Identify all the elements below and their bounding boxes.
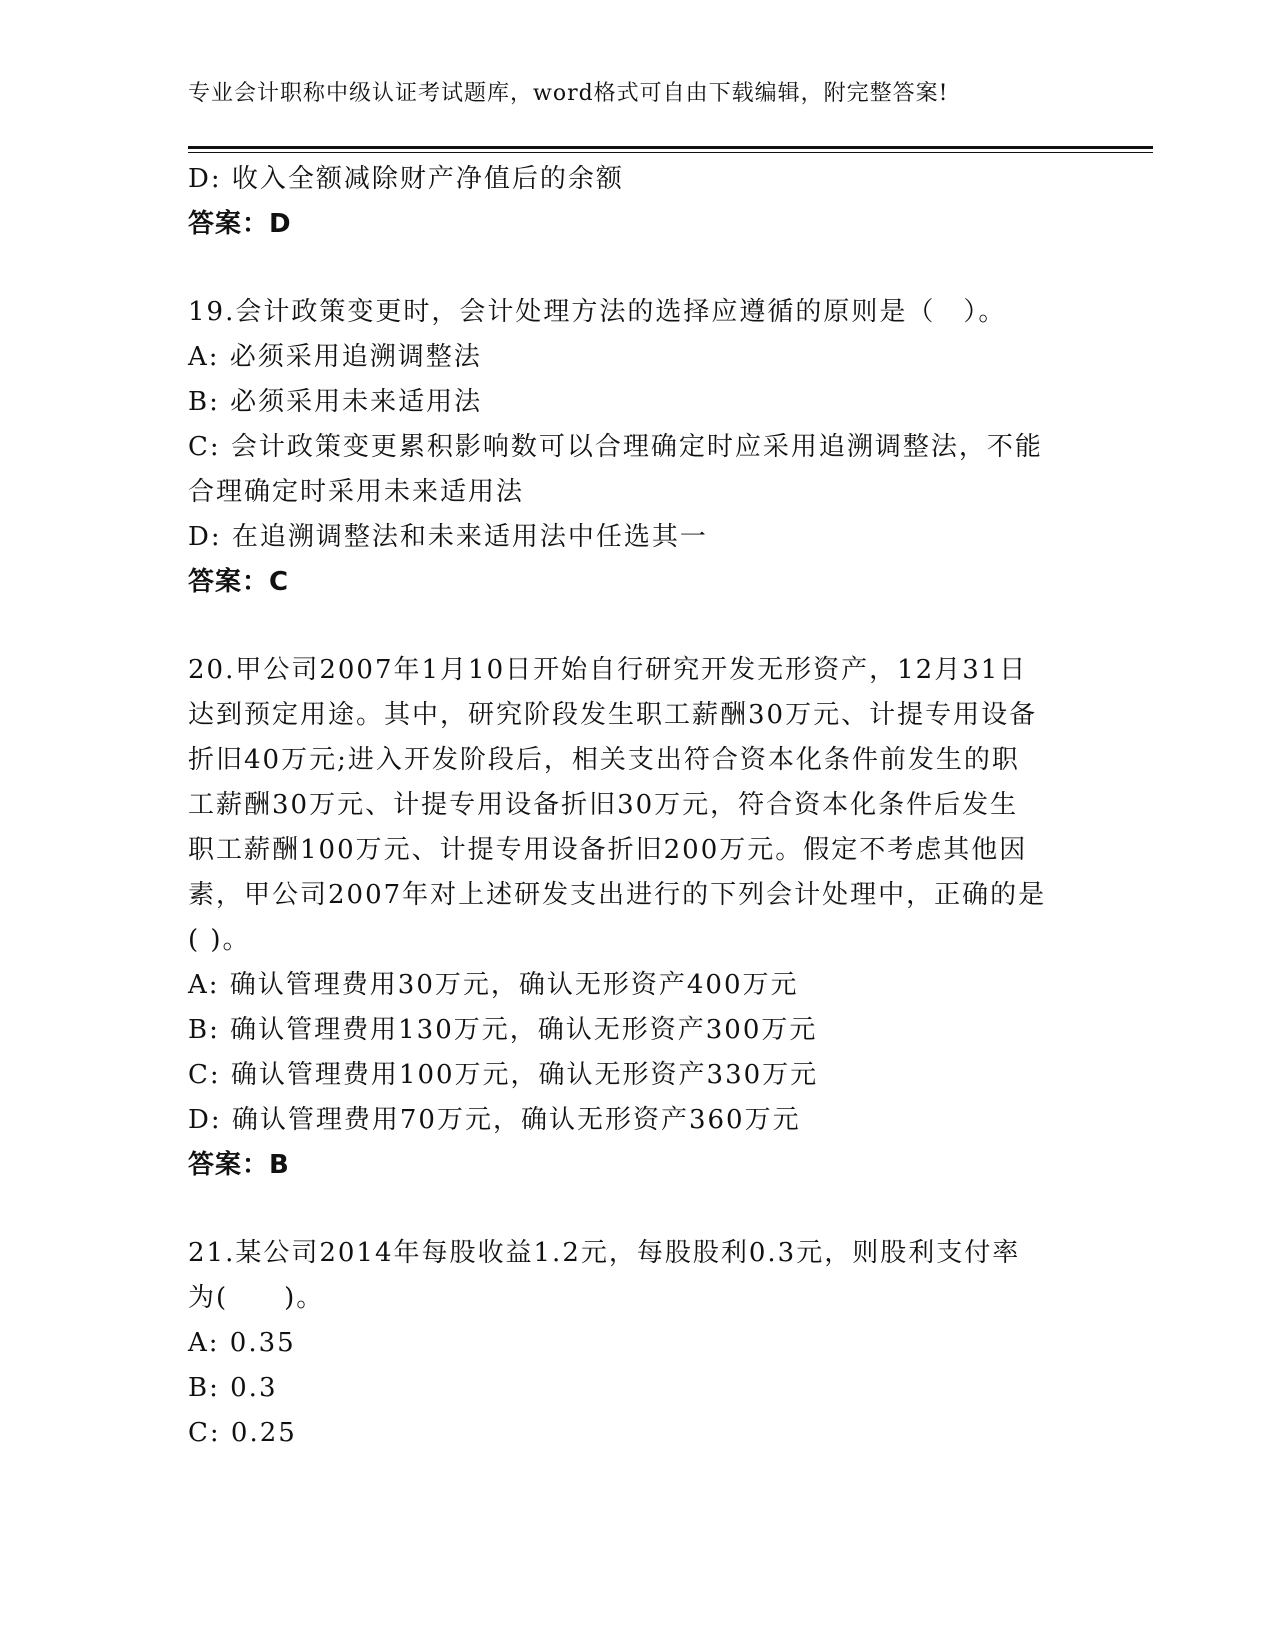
question-stem-line: 折旧40万元;进入开发阶段后，相关支出符合资本化条件前发生的职 [188, 745, 1020, 775]
option-line: C: 确认管理费用100万元，确认无形资产330万元 [188, 1060, 819, 1090]
answer-line: 答案：D [188, 209, 292, 239]
option-line: D: 在追溯调整法和未来适用法中任选其一 [188, 522, 708, 552]
header-rule-thin [188, 152, 1153, 153]
question-stem-line: 达到预定用途。其中，研究阶段发生职工薪酬30万元、计提专用设备 [188, 700, 1038, 730]
answer-line: 答案：B [188, 1150, 290, 1180]
question-stem-line: 20.甲公司2007年1月10日开始自行研究开发无形资产，12月31日 [188, 655, 1028, 685]
option-line: B: 0.3 [188, 1373, 278, 1403]
option-line: D: 确认管理费用70万元，确认无形资产360万元 [188, 1105, 801, 1135]
question-stem-line: 为( )。 [188, 1283, 325, 1313]
option-line: D: 收入全额减除财产净值后的余额 [188, 164, 624, 194]
question-gap [188, 247, 1088, 290]
question-stem-line: 19.会计政策变更时，会计处理方法的选择应遵循的原则是（ ）。 [188, 297, 1007, 327]
question-block-21 [188, 1231, 1088, 1456]
question-stem-line: ( )。 [188, 925, 251, 955]
option-line: A: 必须采用追溯调整法 [188, 342, 482, 372]
question-stem-line: 工薪酬30万元、计提专用设备折旧30万元，符合资本化条件后发生 [188, 790, 1019, 820]
question-gap [188, 605, 1088, 648]
header-rule-thick [188, 146, 1153, 149]
question-stem-line: 职工薪酬100万元、计提专用设备折旧200万元。假定不考虑其他因 [188, 835, 1028, 865]
question-stem-line: 素，甲公司2007年对上述研发支出进行的下列会计处理中，正确的是 [188, 880, 1047, 910]
question-block-19 [188, 290, 1088, 605]
option-line: A: 0.35 [188, 1328, 296, 1358]
question-stem-line: 21.某公司2014年每股收益1.2元，每股股利0.3元，则股利支付率 [188, 1238, 1021, 1268]
option-line: C: 会计政策变更累积影响数可以合理确定时应采用追溯调整法，不能 [188, 432, 1043, 462]
option-line-continued: 合理确定时采用未来适用法 [188, 477, 525, 507]
answer-line: 答案：C [188, 567, 290, 597]
option-line: B: 必须采用未来适用法 [188, 387, 483, 417]
page-header: 专业会计职称中级认证考试题库，word格式可自由下载编辑，附完整答案! [188, 81, 949, 106]
option-line: C: 0.25 [188, 1418, 297, 1448]
option-line: A: 确认管理费用30万元，确认无形资产400万元 [188, 970, 799, 1000]
option-line: B: 确认管理费用130万元，确认无形资产300万元 [188, 1015, 818, 1045]
document-body [188, 157, 1088, 1456]
question-gap [188, 1188, 1088, 1231]
question-block-20 [188, 648, 1088, 1188]
